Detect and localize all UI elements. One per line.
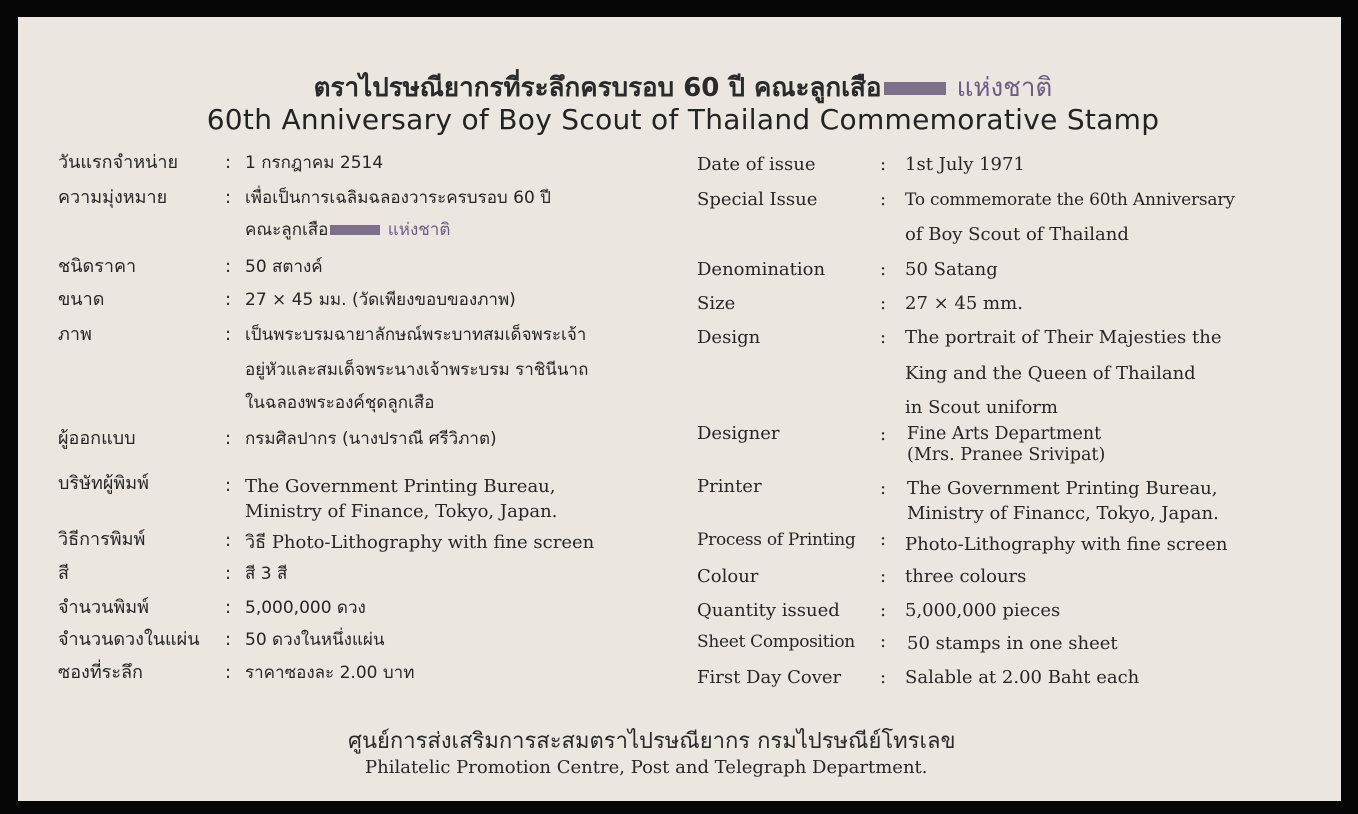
english-row-value: The Government Printing Bureau, <box>907 478 1218 499</box>
english-row-value: To commemorate the 60th Anniversary <box>905 190 1235 210</box>
english-row-label: Printer <box>697 476 762 497</box>
thai-row-colon: : <box>225 563 232 584</box>
thai-row-value: ในฉลองพระองค์ชุดลูกเสือ <box>245 393 435 413</box>
thai-row-colon: : <box>225 289 232 310</box>
english-row-value: 27 × 45 mm. <box>905 293 1023 314</box>
thai-row-colon: : <box>225 662 232 683</box>
thai-row-value-line <box>245 219 450 241</box>
english-row-value: 1st July 1971 <box>905 154 1025 175</box>
english-row-label: Quantity issued <box>697 600 840 621</box>
thai-row-label: จำนวนพิมพ์ <box>58 597 149 618</box>
thai-row-value: The Government Printing Bureau, <box>245 476 556 497</box>
english-row-label: Special Issue <box>697 189 818 210</box>
english-row-colon: : <box>880 293 887 314</box>
thai-row-value-text: คณะลูกเสือ <box>245 220 329 240</box>
thai-row-colon: : <box>225 530 232 551</box>
english-row-label: Sheet Composition <box>697 632 855 652</box>
english-row-colon: : <box>880 189 887 210</box>
english-row-value: Fine Arts Department <box>907 424 1102 444</box>
english-row-label: Colour <box>697 566 759 587</box>
thai-row-value: 1 กรกฎาคม 2514 <box>245 153 384 173</box>
thai-row-label: ภาพ <box>58 324 92 345</box>
english-row-value: The portrait of Their Majesties the <box>905 327 1222 348</box>
english-row-value: three colours <box>905 566 1027 587</box>
thai-row-value: กรมศิลปากร (นางปราณี ศรีวิภาต) <box>245 429 497 449</box>
english-row-colon: : <box>880 154 887 175</box>
english-row-label: Date of issue <box>697 154 816 175</box>
footer-english: Philatelic Promotion Centre, Post and Telegraph Department. <box>365 757 928 778</box>
english-row-value: Salable at 2.00 Baht each <box>905 667 1140 688</box>
thai-row-label: ความมุ่งหมาย <box>58 187 168 208</box>
thai-row-value: อยู่หัวและสมเด็จพระนางเจ้าพระบรม ราชินีนาถ <box>245 360 589 380</box>
english-row-label: Denomination <box>697 259 826 280</box>
thai-row-value: 27 × 45 มม. (วัดเพียงขอบของภาพ) <box>245 290 516 310</box>
thai-row-colon: : <box>225 629 232 650</box>
english-row-label: Designer <box>697 423 780 444</box>
english-row-value: of Boy Scout of Thailand <box>905 224 1129 245</box>
thai-row-label: ขนาด <box>58 289 105 310</box>
thai-row-value: ราคาซองละ 2.00 บาท <box>245 663 415 683</box>
thai-row-value: 50 ดวงในหนึ่งแผ่น <box>245 630 385 650</box>
footer-thai: ศูนย์การส่งเสริมการสะสมตราไปรษณียากร กรมไปรษณีย์โทรเลข <box>348 729 956 754</box>
thai-row-label: บริษัทผู้พิมพ์ <box>58 473 149 494</box>
english-row-value: 50 stamps in one sheet <box>907 633 1118 654</box>
english-row-colon: : <box>880 631 887 652</box>
english-row-colon: : <box>880 424 887 445</box>
thai-row-label: วันแรกจำหน่าย <box>58 152 179 173</box>
thai-row-value: วิธี Photo-Lithography with fine screen <box>245 532 595 553</box>
overprint-stamp: แห่งชาติ <box>387 220 451 240</box>
thai-title-text: ตราไปรษณียากรที่ระลึกครบรอบ 60 ปี คณะลูกเสือ <box>313 73 882 103</box>
thai-row-value: Ministry of Finance, Tokyo, Japan. <box>245 501 558 522</box>
english-row-colon: : <box>880 600 887 621</box>
thai-row-colon: : <box>225 187 232 208</box>
obliterated-word <box>330 225 380 235</box>
thai-row-label: ชนิดราคา <box>58 256 137 277</box>
english-row-colon: : <box>880 259 887 280</box>
thai-row-colon: : <box>225 152 232 173</box>
english-row-label: Design <box>697 327 761 348</box>
english-row-colon: : <box>880 667 887 688</box>
thai-row-label: ซองที่ระลึก <box>58 662 143 683</box>
obliterated-word <box>884 82 946 95</box>
thai-row-label: ผู้ออกแบบ <box>58 428 136 449</box>
english-row-value: (Mrs. Pranee Srivipat) <box>907 445 1106 465</box>
thai-title <box>18 67 1348 108</box>
english-row-colon: : <box>880 529 887 550</box>
thai-row-label: จำนวนดวงในแผ่น <box>58 629 200 650</box>
thai-row-label: สี <box>58 563 69 584</box>
english-row-colon: : <box>880 478 887 499</box>
thai-row-colon: : <box>225 428 232 449</box>
english-row-value: in Scout uniform <box>905 397 1058 418</box>
english-row-value: King and the Queen of Thailand <box>905 363 1196 384</box>
thai-row-colon: : <box>225 324 232 345</box>
english-row-colon: : <box>880 327 887 348</box>
english-row-value: Photo-Lithography with fine screen <box>905 534 1228 555</box>
english-row-label: First Day Cover <box>697 667 842 688</box>
thai-row-colon: : <box>225 475 232 496</box>
thai-row-value: 5,000,000 ดวง <box>245 598 366 618</box>
overprint-stamp: แห่งชาติ <box>956 73 1053 103</box>
thai-row-value: เป็นพระบรมฉายาลักษณ์พระบาทสมเด็จพระเจ้า <box>245 325 587 345</box>
english-title: 60th Anniversary of Boy Scout of Thailand Commemorative Stamp <box>206 103 1160 136</box>
thai-row-value: เพื่อเป็นการเฉลิมฉลองวาระครบรอบ 60 ปี <box>245 188 551 208</box>
english-row-label: Process of Printing <box>697 530 856 550</box>
thai-row-colon: : <box>225 256 232 277</box>
thai-row-value: สี 3 สี <box>245 564 288 584</box>
thai-row-colon: : <box>225 597 232 618</box>
english-row-value: Ministry of Financc, Tokyo, Japan. <box>907 503 1219 524</box>
thai-row-value: 50 สตางค์ <box>245 257 323 277</box>
english-row-label: Size <box>697 293 736 314</box>
english-row-value: 50 Satang <box>905 259 998 280</box>
english-row-colon: : <box>880 566 887 587</box>
information-card <box>18 17 1341 801</box>
thai-row-label: วิธีการพิมพ์ <box>58 529 146 550</box>
english-row-value: 5,000,000 pieces <box>905 600 1061 621</box>
